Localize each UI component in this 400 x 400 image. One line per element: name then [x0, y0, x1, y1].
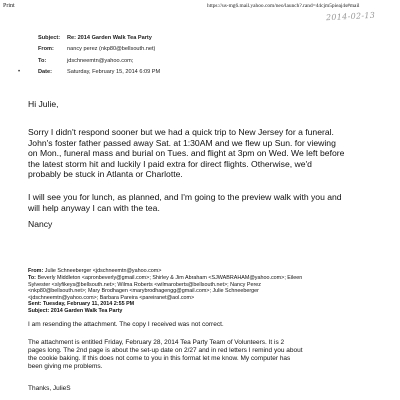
fwd-from-label: From:: [28, 268, 44, 274]
fwd-from-value[interactable]: Julie Schneeberger <jdschneemtn@yahoo.com>: [44, 268, 162, 274]
text-line: pages long. The 2nd page is about the set-up date on 2/27 and in red letters I remind you about: [28, 346, 303, 354]
reply-paragraph-1: [28, 127, 380, 180]
fwd-to-block: [28, 275, 380, 301]
print-label[interactable]: Print: [3, 3, 15, 9]
from-label: From:: [38, 46, 54, 52]
fwd-to-value[interactable]: Beverly Middleton <apronbeverly@gmail.com>; Shirley & Jim Abraham <SJWABRAHAM@yahoo.com>; Eileen: [37, 275, 303, 281]
fwd-subject-label: Subject:: [28, 308, 50, 314]
date-value: Saturday, February 15, 2014 6:09 PM: [67, 69, 161, 75]
subject-value: Re: 2014 Garden Walk Tea Party: [67, 35, 152, 41]
text-line: Sorry I didn't respond sooner but we had a quick trip to New Jersey for a funeral.: [28, 127, 334, 137]
original-paragraph: [28, 339, 380, 371]
text-line: been giving me problems.: [28, 362, 103, 370]
subject-label: Subject:: [38, 35, 61, 41]
fwd-to-line[interactable]: Sylvester <slyfikeys@bellsouth.net>; Wilma Roberts <wilmaroberts@bellsouth.net>; Nancy Perez: [28, 281, 261, 288]
fwd-to-line[interactable]: <jdschneemtn@yahoo.com>; Barbara Pareira <pareiranet@aol.com>: [28, 294, 195, 301]
fwd-sent-value: Tuesday, February 11, 2014 2:55 PM: [42, 301, 135, 307]
fwd-to-label: To:: [28, 275, 36, 281]
bullet-marker-icon: •: [18, 69, 21, 75]
fwd-subject-value: 2014 Garden Walk Tea Party: [50, 308, 123, 314]
text-line: will help anyway I can with the tea.: [28, 202, 160, 213]
original-signoff: Thanks, JulieS: [28, 385, 71, 392]
text-line: The attachment is entitled Friday, February 28, 2014 Tea Party Team of Volunteers. It is 2: [28, 339, 285, 346]
text-line: on Mon., funeral mass and burial on Tues. and flight at 3pm on Wed. We left before: [28, 148, 345, 159]
handwritten-note: 2014-02-13: [325, 10, 376, 23]
to-label: To:: [38, 58, 47, 64]
original-line-1: I am resending the attachment. The copy I received was not correct.: [28, 321, 224, 328]
text-line: probably be stuck in Atlanta or Charlotte.: [28, 169, 183, 180]
text-line: John's foster father passed away Sat. at 1:30AM and we flew up Sun. for viewing: [28, 137, 336, 148]
text-line: the latest storm hit and luckily I paid extra for direct flights. Otherwise, we'd: [28, 158, 312, 169]
fwd-sent-label: Sent:: [28, 301, 42, 307]
to-value[interactable]: jdschneemtn@yahoo.com;: [67, 58, 134, 64]
reply-signature: Nancy: [28, 219, 53, 229]
date-label: Date:: [38, 69, 52, 75]
reply-paragraph-2: [28, 192, 380, 213]
fwd-from-row: [28, 268, 380, 275]
text-line: the cookie baking. If this does not come to you in this format let me know. My computer has: [28, 354, 291, 362]
text-line: I will see you for lunch, as planned, and I'm going to the preview walk with you and: [28, 192, 342, 202]
fwd-subject-row: [28, 308, 380, 315]
fwd-to-line[interactable]: <nkp80@bellsouth.net>; Mary Brodhagen <marybrodhagengg@gmail.com>; Julie Schneeberger: [28, 288, 259, 294]
page-url: https://us-mg6.mail.yahoo.com/neo/launch?.rand=44cjm5pieaj4s#mail: [207, 3, 360, 9]
fwd-sent-row: [28, 301, 380, 308]
from-value[interactable]: nancy perez (nkp80@bellsouth.net): [67, 46, 156, 52]
greeting: Hi Julie,: [28, 99, 59, 109]
